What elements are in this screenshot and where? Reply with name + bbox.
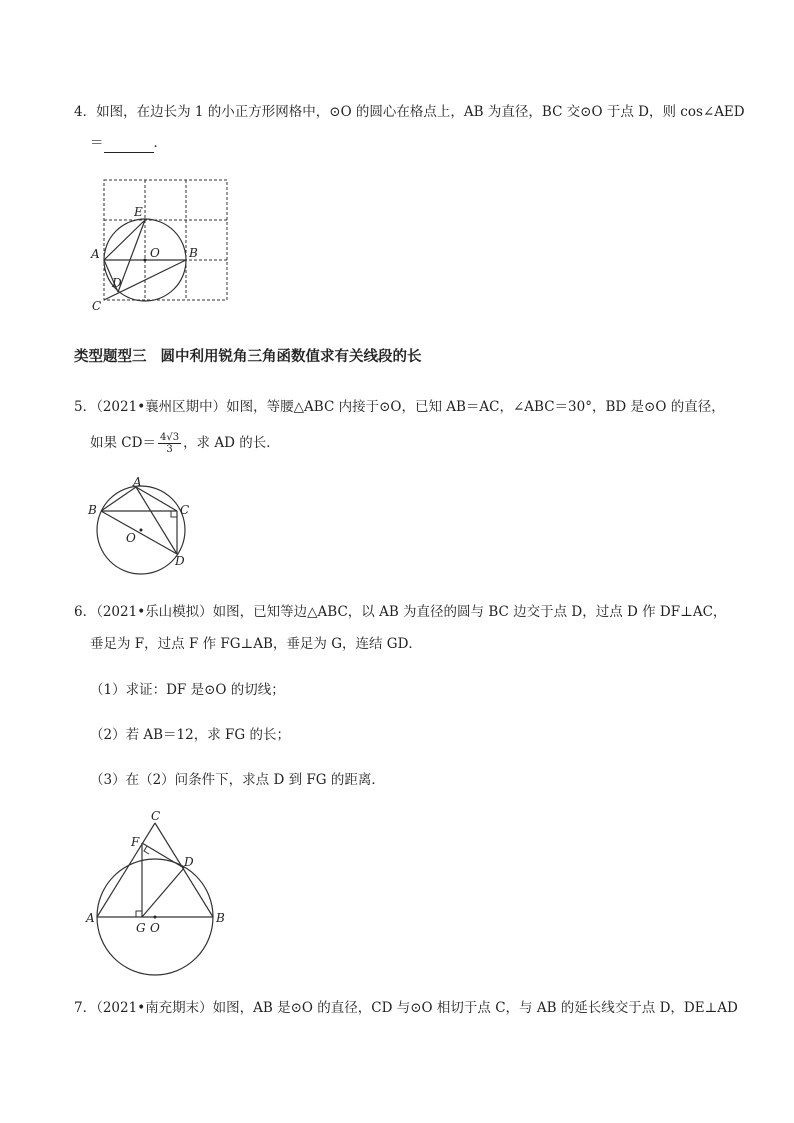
q5-text-line1: 5．（2021•襄州区期中）如图，等腰△ABC 内接于⊙O，已知 AB＝AC，∠ABC＝30°，BD 是⊙O 的直径， <box>74 399 725 415</box>
q4-label-a: A <box>91 247 100 261</box>
q6-segments <box>97 823 213 917</box>
q4-text-line2 <box>90 133 167 153</box>
q5-label-d: D <box>175 554 185 568</box>
q5-figure <box>85 475 205 580</box>
q6-sub2: （2）若 AB＝12，求 FG 的长； <box>90 727 290 743</box>
q4-center-dot <box>144 259 147 262</box>
q5-right-angle <box>171 511 177 517</box>
q5-fraction-denominator: 3 <box>166 444 173 455</box>
q4-figure <box>88 175 238 315</box>
q6-text-line1: 6．（2021•乐山模拟）如图，已知等边△ABC，以 AB 为直径的圆与 BC 边交于点 D，过点 D 作 DF⊥AC， <box>74 604 727 620</box>
q4-answer-blank <box>104 138 154 153</box>
q6-label-a: A <box>86 911 95 925</box>
q6-sub1: （1）求证：DF 是⊙O 的切线； <box>90 682 285 698</box>
q6-figure <box>85 805 235 980</box>
q6-label-o: O <box>150 921 160 935</box>
q6-sub3: （3）在（2）问条件下，求点 D 到 FG 的距离． <box>90 772 385 788</box>
q5-fraction <box>158 432 181 455</box>
q6-label-c: C <box>151 809 161 823</box>
q5-fraction-numerator: 4√3 <box>159 432 180 443</box>
q6-label-f: F <box>131 835 140 849</box>
section-heading <box>74 345 422 366</box>
q4-label-c: C <box>92 299 102 313</box>
section-badge: 类型题型三 <box>74 349 147 365</box>
q6-label-g: G <box>136 921 146 935</box>
q4-grid <box>104 180 227 300</box>
q4-label-e: E <box>134 205 143 219</box>
q5-center-dot <box>140 529 143 532</box>
q5-label-c: C <box>180 503 190 517</box>
q5-label-a: A <box>133 475 142 489</box>
q5-label-o: O <box>126 531 136 545</box>
q4-label-o: O <box>150 246 160 260</box>
q5-cd-prefix: 如果 CD＝ <box>90 435 156 451</box>
q6-label-d: D <box>184 855 194 869</box>
q4-period: ． <box>153 135 167 151</box>
q7-text-line1: 7．（2021•南充期末）如图，AB 是⊙O 的直径，CD 与⊙O 相切于点 C，与 AB 的延长线交于点 D，DE⊥AD <box>74 1000 738 1016</box>
q4-equals: ＝ <box>90 135 104 151</box>
section-title: 圆中利用锐角三角函数值求有关线段的长 <box>160 349 422 365</box>
q4-label-d: D <box>112 276 122 290</box>
q6-text-line2: 垂足为 F，过点 F 作 FG⊥AB，垂足为 G，连结 GD． <box>90 636 422 652</box>
q6-label-b: B <box>216 911 225 925</box>
q6-center-dot <box>154 916 157 919</box>
q4-label-b: B <box>189 246 198 260</box>
q5-line2-suffix: ，求 AD 的长． <box>183 435 280 451</box>
q4-text-line1: 4．如图，在边长为 1 的小正方形网格中，⊙O 的圆心在格点上，AB 为直径，BC 交⊙O 于点 D，则 cos∠AED <box>74 104 745 120</box>
q5-text-line2 <box>90 432 280 455</box>
q6-right-angle-g <box>136 911 142 917</box>
q5-label-b: B <box>88 503 97 517</box>
